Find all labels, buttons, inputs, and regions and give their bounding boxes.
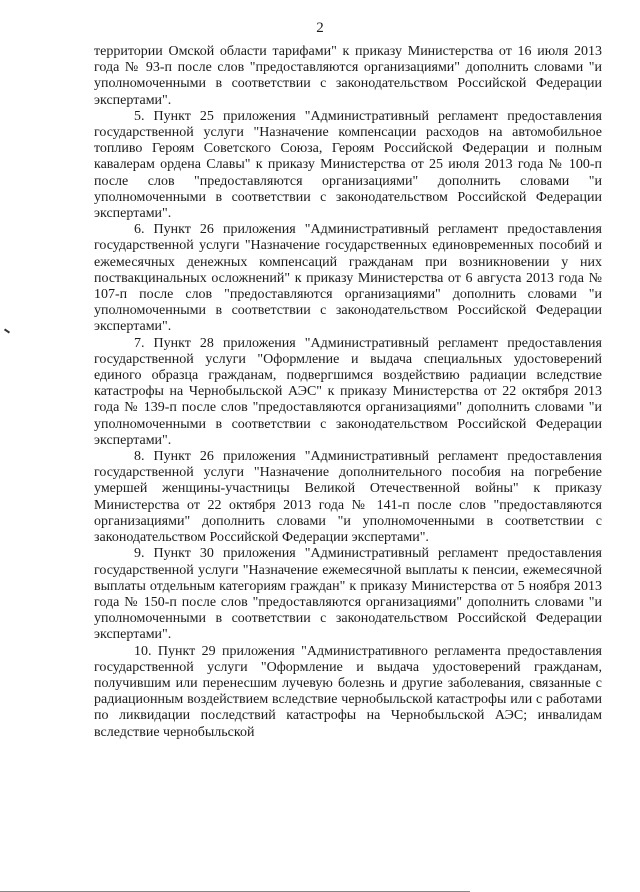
- paragraph-item-7: 7. Пункт 28 приложения "Административный регламент предоставления государственной услуги "Оформление и выдача специальных удостоверений единого образца гражданам, подвергшимся воздействию радиации вследствие катастрофы на Чернобыльской АЭС" к приказу Министерства от 22 октября 2013 года № 139-п после слов "предоставляются организациями" дополнить словами "и уполномоченными в соответствии с законодательством Российской Федерации экспертами".: [94, 335, 602, 448]
- paragraph-item-10: 10. Пункт 29 приложения "Административного регламента предоставления государственной услуги "Оформление и выдача удостоверений гражданам, получившим или перенесшим лучевую болезнь и другие заболевания, связанные с радиационным воздействием вследствие чернобыльской катастрофы или с работами по ликвидации последствий катастрофы на Чернобыльской АЭС; инвалидам вследствие чернобыльской: [94, 643, 602, 740]
- paragraph-item-9: 9. Пункт 30 приложения "Административный регламент предоставления государственной услуги "Назначение ежемесячной выплаты к пенсии, ежемесячной выплаты отдельным категориям граждан" к приказу Министерства от 5 ноября 2013 года № 150-п после слов "предоставляются организациями" дополнить словами "и уполномоченными в соответствии с законодательством Российской Федерации экспертами".: [94, 546, 602, 643]
- paragraph-continuation: территории Омской области тарифами" к приказу Министерства от 16 июля 2013 года № 93-п после слов "предоставляются организациями" дополнить словами "и уполномоченными в соответствии с законодательством Российской Федерации экспертами".: [94, 44, 602, 108]
- paragraph-item-5: 5. Пункт 25 приложения "Административный регламент предоставления государственной услуги "Назначение компенсации расходов на автомобильное топливо Героям Советского Союза, Героям Российской Федерации и полным кавалерам ордена Славы" к приказу Министерства от 25 июля 2013 года № 100-п после слов "предоставляются организациями" дополнить словами "и уполномоченными в соответствии с законодательством Российской Федерации экспертами".: [94, 108, 602, 222]
- paragraph-item-6: 6. Пункт 26 приложения "Административный регламент предоставления государственной услуги "Назначение государственных единовременных пособий и ежемесячных денежных компенсаций гражданам при возникновении у них поствакцинальных осложнений" к приказу Министерства от 6 августа 2013 года № 107-п после слов "предоставляются организациями" дополнить словами "и уполномоченными в соответствии с законодательством Российской Федерации экспертами".: [94, 222, 602, 335]
- paragraph-item-8: 8. Пункт 26 приложения "Административный регламент предоставления государственной услуги "Назначение дополнительного пособия на погребение умершей женщины-участницы Великой Отечественной войны" к приказу Министерства от 22 октября 2013 года № 141-п после слов "предоставляются организациями" дополнить словами "и уполномоченными в соответствии с законодательством Российской Федерации экспертами".: [94, 449, 602, 546]
- scan-artifact-mark: [4, 328, 10, 333]
- document-body: [94, 44, 602, 741]
- page-number: 2: [316, 20, 324, 36]
